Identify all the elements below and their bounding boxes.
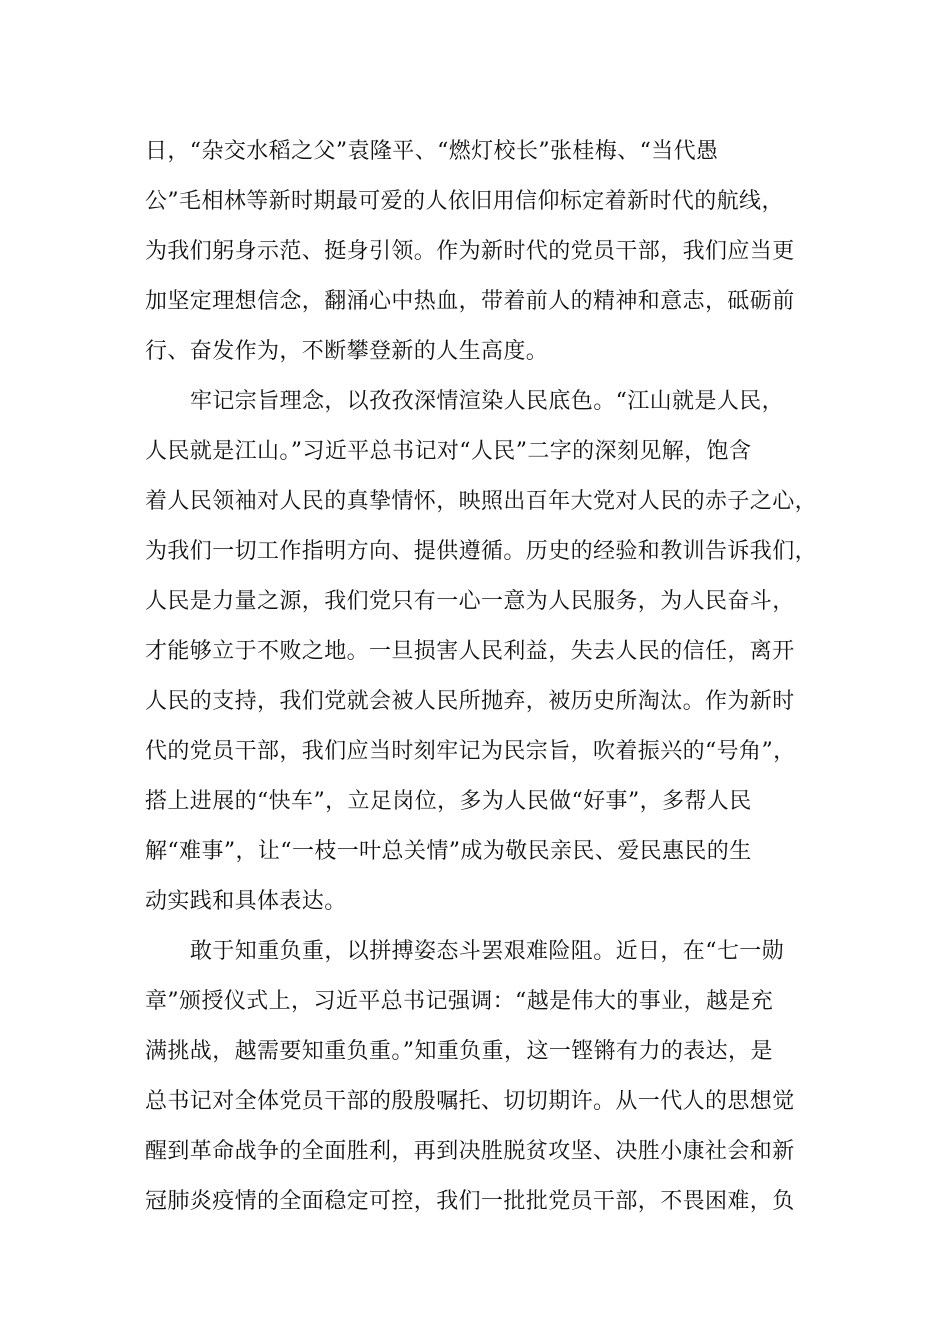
text-line: 行、奋发作为，不断攀登新的人生高度。 xyxy=(145,339,549,364)
text-line: 动实践和具体表达。 xyxy=(145,889,347,914)
text-line: 公”毛相林等新时期最可爱的人依旧用信仰标定着新时代的航线， xyxy=(145,189,784,214)
text-line: 才能够立于不败之地。一旦损害人民利益，失去人民的信任，离开 xyxy=(145,639,795,664)
text-line: 醒到革命战争的全面胜利，再到决胜脱贫攻坚、决胜小康社会和新 xyxy=(145,1139,795,1164)
text-line: 人民的支持，我们党就会被人民所抛弃，被历史所淘汰。作为新时 xyxy=(145,689,795,714)
paragraph-first-line: 牢记宗旨理念，以孜孜深情渲染人民底色。“江山就是人民， xyxy=(190,389,785,414)
text-line: 为我们一切工作指明方向、提供遵循。历史的经验和教训告诉我们， xyxy=(145,539,818,564)
text-line: 满挑战，越需要知重负重。”知重负重，这一铿锵有力的表达，是 xyxy=(145,1039,773,1064)
text-line: 冠肺炎疫情的全面稳定可控，我们一批批党员干部，不畏困难，负 xyxy=(145,1189,795,1214)
text-line: 人民就是江山。”习近平总书记对“人民”二字的深刻见解，饱含 xyxy=(145,439,752,464)
text-line: 人民是力量之源，我们党只有一心一意为人民服务，为人民奋斗， xyxy=(145,589,795,614)
text-line: 总书记对全体党员干部的殷殷嘱托、切切期许。从一代人的思想觉 xyxy=(145,1089,795,1114)
text-line: 代的党员干部，我们应当时刻牢记为民宗旨，吹着振兴的“号角”， xyxy=(145,739,796,764)
text-line: 加坚定理想信念，翻涌心中热血，带着前人的精神和意志，砥砺前 xyxy=(145,289,795,314)
text-line: 为我们躬身示范、挺身引领。作为新时代的党员干部，我们应当更 xyxy=(145,239,795,264)
text-line: 解“难事”，让“一枝一叶总关情”成为敬民亲民、爱民惠民的生 xyxy=(145,839,752,864)
text-line: 日，“杂交水稻之父”袁隆平、“燃灯校长”张桂梅、“当代愚 xyxy=(145,139,719,164)
text-line: 章”颁授仪式上，习近平总书记强调：“越是伟大的事业，越是充 xyxy=(145,989,774,1014)
text-line: 搭上进展的“快车”，立足岗位，多为人民做“好事”，多帮人民 xyxy=(145,789,752,814)
text-line: 着人民领袖对人民的真挚情怀，映照出百年大党对人民的赤子之心， xyxy=(145,489,818,514)
paragraph-first-line: 敢于知重负重，以拼搏姿态斗罢艰难险阻。近日，在“七一勋 xyxy=(190,939,785,964)
